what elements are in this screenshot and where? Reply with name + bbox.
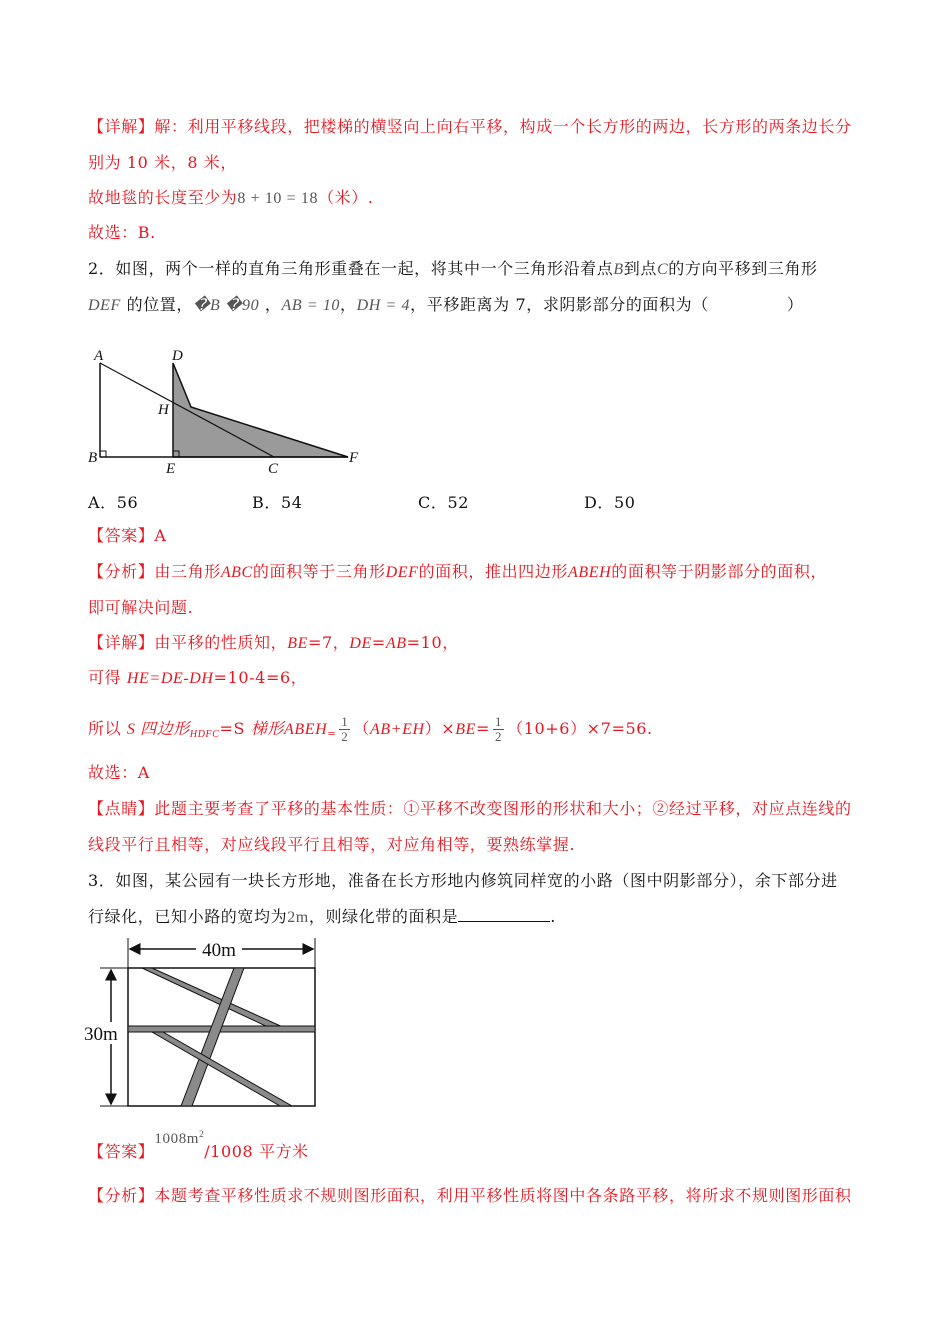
label-c: C (268, 461, 279, 477)
text: = (476, 719, 491, 738)
math: 8 + 10 = 18 (237, 190, 319, 207)
option-d: D．50 (584, 493, 636, 512)
math: ABEH (567, 564, 612, 581)
text: 的面积，推出四边形 (418, 562, 568, 581)
q3-stem-line2 (88, 907, 556, 928)
q3-analysis: 【分析】本题考查平移性质求不规则图形面积，利用平移性质将图中各条路平移，将所求不规则图形面积 (88, 1186, 852, 1205)
height-label: 30m (84, 1024, 118, 1045)
text: ，平移距离为 7，求阴影部分的面积为（ (410, 295, 709, 314)
text: 的位置， (126, 295, 193, 314)
text: （10+6）×7=56. (507, 719, 653, 738)
fraction-half (493, 715, 504, 744)
q2-detail-line3 (88, 714, 653, 750)
q2-stem-line2 (88, 295, 803, 316)
label-b: B (88, 450, 98, 466)
text: 故地毯的长度至少为 (88, 188, 238, 207)
math: ABC (220, 564, 253, 581)
text: /1008 平方米 (204, 1142, 309, 1161)
text: 的方向平移到三角形 (668, 259, 818, 278)
text: 【答案】 (88, 1142, 155, 1161)
math: 梯形ABEH (250, 721, 328, 738)
math: DEF (385, 564, 419, 581)
math: DEF (88, 297, 121, 314)
label-a: A (94, 348, 104, 364)
text: 此题主要考查了平移的基本性质：①平移不改变图形的形状和大小；②经过平移，对应点连线的 (154, 799, 852, 818)
math: S 四边形 (126, 721, 190, 738)
answer-blank (458, 907, 550, 922)
math: 1008m (154, 1131, 200, 1147)
q2-choice: 故选：A (88, 763, 150, 782)
text: =S (219, 719, 251, 738)
subscript: HDFC (189, 729, 220, 740)
text: ）× (424, 719, 456, 738)
numerator: 1 (495, 714, 503, 729)
text: ，则绿化带的面积是 (308, 907, 459, 926)
superscript: 2 (199, 1129, 205, 1139)
denominator: 2 (495, 729, 503, 744)
denominator: 2 (341, 729, 349, 744)
q2-analysis-line1 (88, 562, 827, 583)
text: 【分析】 (88, 562, 155, 581)
q1-detail-line1: 【详解】解：利用平移线段，把楼梯的横竖向上向右平移，构成一个长方形的两边，长方形的两条边长分 (88, 117, 852, 136)
label-e: E (166, 461, 176, 477)
park-road-figure (80, 930, 340, 1115)
text: . (550, 907, 556, 926)
q3-answer (88, 1129, 309, 1163)
math: DE (349, 635, 372, 652)
text: =10， (406, 633, 459, 652)
label-d: D (172, 348, 183, 364)
fraction-half (339, 715, 350, 744)
shaded-region (173, 363, 348, 457)
math: DH = 4 (356, 297, 411, 314)
math: 2m (287, 909, 309, 926)
q2-stem-line1 (88, 259, 818, 280)
q1-choice: 故选：B. (88, 223, 156, 242)
math: B (613, 261, 624, 278)
text: 到点 (623, 259, 657, 278)
q2-analysis-line2: 即可解决问题. (88, 598, 194, 617)
q2-answer: 【答案】A (88, 526, 167, 545)
text: =10-4=6， (213, 668, 308, 687)
math: BE (287, 635, 308, 652)
numerator: 1 (341, 714, 349, 729)
option-a: A．56 (88, 493, 139, 512)
math: HE=DE-DH (126, 670, 214, 687)
text: 的面积等于三角形 (252, 562, 386, 581)
math: C (656, 261, 669, 278)
text: 行绿化，已知小路的宽均为 (88, 907, 288, 926)
label-h: H (158, 402, 169, 418)
math: BE (455, 721, 477, 738)
option-c: C．52 (418, 493, 470, 512)
q1-detail-line3 (88, 188, 374, 209)
text: ， (264, 295, 282, 314)
math: AB (385, 635, 407, 652)
text: 【详解】 (88, 633, 155, 652)
math: AB+EH (369, 721, 425, 738)
text: （米）. (318, 188, 374, 207)
text: =7， (307, 633, 350, 652)
width-label: 40m (202, 940, 236, 961)
text: 2．如图，两个一样的直角三角形重叠在一起，将其中一个三角形沿着点 (88, 259, 614, 278)
math: AB = 10 (281, 297, 341, 314)
q2-detail-line1 (88, 633, 459, 654)
text: 由三角形 (154, 562, 221, 581)
text: ， (340, 295, 357, 314)
q2-comment-line1 (88, 799, 852, 819)
text: 由平移的性质知， (154, 633, 288, 652)
option-b: B．54 (252, 493, 303, 512)
q2-comment-line2: 线段平行且相等，对应线段平行且相等，对应角相等，要熟练掌握. (88, 835, 576, 854)
q1-detail-line2: 别为 10 米，8 米， (88, 153, 237, 172)
text: = (371, 633, 386, 652)
text: （ (353, 719, 370, 738)
text: 【点睛】 (88, 799, 155, 818)
math: �B �90 (193, 297, 260, 314)
text: 所以 (88, 719, 127, 738)
text: 的面积等于阴影部分的面积， (611, 562, 828, 581)
text: ） (786, 295, 804, 314)
q2-detail-line2 (88, 668, 307, 689)
label-f: F (349, 450, 359, 466)
q3-stem-line1: 3．如图，某公园有一块长方形地，准备在长方形地内修筑同样宽的小路（图中阴影部分），余下部分进 (88, 871, 838, 890)
triangle-figure (80, 340, 380, 480)
text: 可得 (88, 668, 127, 687)
text: = (327, 729, 337, 740)
